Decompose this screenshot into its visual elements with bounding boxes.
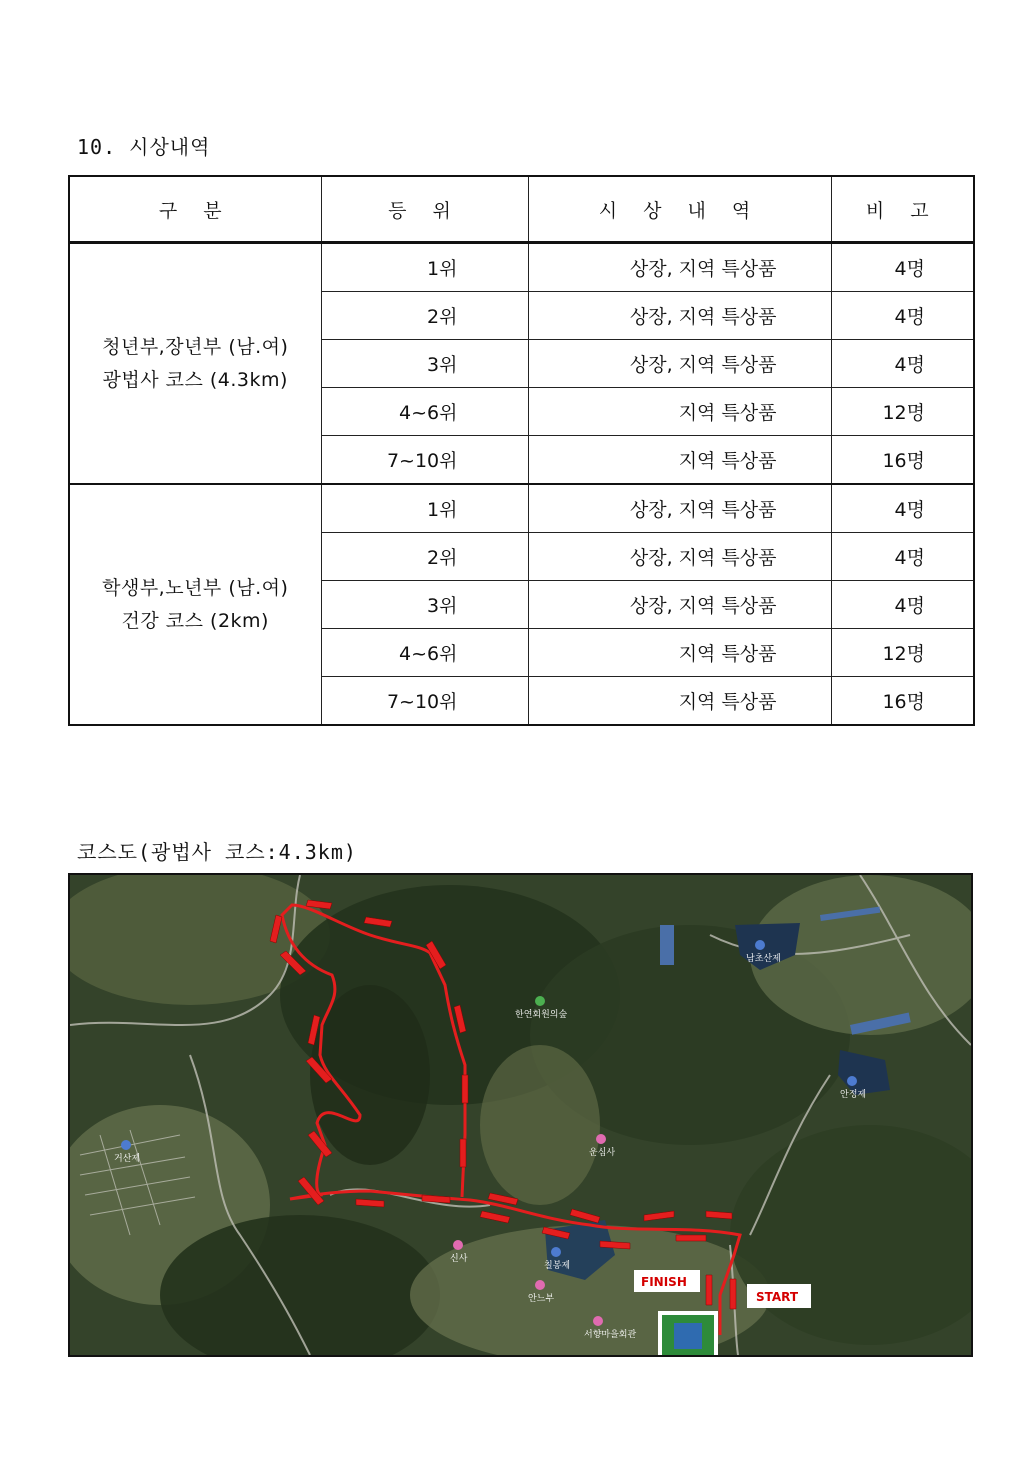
prize-cell: 상장, 지역 특상품 (528, 243, 831, 292)
course-section-title: 코스도(광법사 코스:4.3km) (77, 840, 357, 864)
forest-icon (535, 996, 545, 1006)
place-label: 안느부 (528, 1294, 555, 1304)
awards-table (68, 175, 975, 726)
sports-field (658, 1311, 718, 1355)
prize-cell: 지역 특상품 (528, 629, 831, 677)
rank-cell: 3위 (321, 581, 528, 629)
header-note: 비 고 (831, 176, 974, 243)
awards-section-title: 10. 시상내역 (77, 135, 211, 159)
table-header-row (69, 176, 974, 243)
group-cell (69, 243, 321, 485)
course-map-image (70, 875, 971, 1355)
note-cell: 4명 (831, 581, 974, 629)
note-cell: 4명 (831, 340, 974, 388)
note-cell: 4명 (831, 292, 974, 340)
shrine-icon (453, 1240, 463, 1250)
note-cell: 12명 (831, 629, 974, 677)
table-row (69, 484, 974, 533)
place-label: 운심사 (589, 1148, 616, 1158)
header-category: 구 분 (69, 176, 321, 243)
prize-cell: 상장, 지역 특상품 (528, 581, 831, 629)
place-label: 안정제 (840, 1090, 867, 1100)
table-row (69, 243, 974, 292)
prize-cell: 상장, 지역 특상품 (528, 292, 831, 340)
prize-cell: 지역 특상품 (528, 388, 831, 436)
rank-cell: 1위 (321, 243, 528, 292)
place-label: 신사 (450, 1254, 468, 1264)
rank-cell: 4~6위 (321, 629, 528, 677)
start-label: START (756, 1290, 799, 1304)
note-cell: 4명 (831, 484, 974, 533)
rank-cell: 4~6위 (321, 388, 528, 436)
group-name-line2: 광법사 코스 (4.3km) (102, 368, 288, 391)
start-tag (747, 1284, 811, 1308)
rank-cell: 7~10위 (321, 436, 528, 485)
place-label: 거산제 (114, 1154, 141, 1164)
note-cell: 16명 (831, 677, 974, 726)
place-icon (535, 1280, 545, 1290)
hall-icon (593, 1316, 603, 1326)
header-prize: 시 상 내 역 (528, 176, 831, 243)
prize-cell: 상장, 지역 특상품 (528, 533, 831, 581)
header-rank: 등 위 (321, 176, 528, 243)
pond-icon (121, 1140, 131, 1150)
rank-cell: 1위 (321, 484, 528, 533)
place-label: 서향마을회관 (584, 1330, 637, 1340)
group-name-line1: 청년부,장년부 (남.여) (102, 335, 289, 358)
note-cell: 4명 (831, 243, 974, 292)
route-arrow (460, 1139, 466, 1167)
prize-cell: 상장, 지역 특상품 (528, 340, 831, 388)
route-arrow (462, 1075, 468, 1103)
finish-label: FINISH (641, 1275, 687, 1289)
note-cell: 16명 (831, 436, 974, 485)
prize-cell: 상장, 지역 특상품 (528, 484, 831, 533)
rank-cell: 2위 (321, 292, 528, 340)
place-label: 칠봉제 (544, 1261, 571, 1271)
place-label: 남초산제 (746, 954, 781, 964)
prize-cell: 지역 특상품 (528, 677, 831, 726)
course-map (68, 873, 973, 1357)
group-name-line2: 건강 코스 (2km) (121, 609, 269, 632)
rank-cell: 3위 (321, 340, 528, 388)
finish-tag (634, 1270, 700, 1292)
pond-icon (755, 940, 765, 950)
prize-cell: 지역 특상품 (528, 436, 831, 485)
pond-icon (847, 1076, 857, 1086)
temple-icon (596, 1134, 606, 1144)
note-cell: 12명 (831, 388, 974, 436)
rank-cell: 2위 (321, 533, 528, 581)
place-label: 한연회원의숲 (515, 1010, 568, 1020)
group-cell (69, 484, 321, 725)
route-arrow (730, 1279, 736, 1309)
route-arrow (706, 1275, 712, 1305)
route-arrow (676, 1235, 706, 1241)
note-cell: 4명 (831, 533, 974, 581)
pond-icon (551, 1247, 561, 1257)
group-name-line1: 학생부,노년부 (남.여) (102, 576, 289, 599)
rank-cell: 7~10위 (321, 677, 528, 726)
